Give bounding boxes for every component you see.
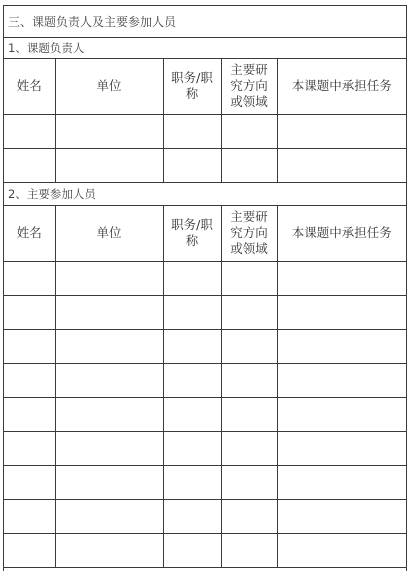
table-row [4,295,406,329]
cell-unit[interactable] [55,499,163,533]
cell-unit[interactable] [55,431,163,465]
cell-position[interactable] [163,114,221,148]
cell-position[interactable] [163,533,221,567]
cell-name[interactable] [4,465,55,499]
header-position: 职务/职 称 [163,59,221,114]
cell-position[interactable] [163,431,221,465]
section-label-participants: 2、主要参加人员 [4,183,406,206]
cell-unit[interactable] [55,397,163,431]
header-research-field: 主要研 究方向 或领域 [221,59,277,114]
cell-position[interactable] [163,397,221,431]
cell-name[interactable] [4,329,55,363]
cell-name[interactable] [4,499,55,533]
cell-research-field[interactable] [221,431,277,465]
header-task: 本课题中承担任务 [277,206,406,261]
cell-task[interactable] [277,397,406,431]
cell-task[interactable] [277,533,406,567]
section-label-leader: 1、课题负责人 [4,38,406,59]
cell-position[interactable] [163,295,221,329]
cell-unit[interactable] [55,114,163,148]
section-title: 三、课题负责人及主要参加人员 [4,6,406,38]
header-name: 姓名 [4,206,55,261]
table-row [4,465,406,499]
cell-task[interactable] [277,499,406,533]
cell-unit[interactable] [55,465,163,499]
table-row [4,397,406,431]
cell-name[interactable] [4,114,55,148]
cell-research-field[interactable] [221,114,277,148]
header-research-field: 主要研 究方向 或领域 [221,206,277,261]
cell-name[interactable] [4,431,55,465]
form-sheet [3,5,407,571]
cell-task[interactable] [277,295,406,329]
cell-task[interactable] [277,329,406,363]
cell-task[interactable] [277,363,406,397]
cell-position[interactable] [163,499,221,533]
cell-task[interactable] [277,114,406,148]
leader-table [4,59,406,183]
header-unit: 单位 [55,59,163,114]
cell-research-field[interactable] [221,363,277,397]
table-row [4,431,406,465]
table-row [4,533,406,567]
table-row [4,114,406,148]
cell-research-field[interactable] [221,397,277,431]
cell-unit[interactable] [55,295,163,329]
cell-unit[interactable] [55,148,163,182]
cell-unit[interactable] [55,329,163,363]
cell-task[interactable] [277,465,406,499]
cell-position[interactable] [163,363,221,397]
cell-position[interactable] [163,261,221,295]
cell-name[interactable] [4,148,55,182]
cell-task[interactable] [277,261,406,295]
table-row [4,261,406,295]
table-row [4,499,406,533]
cell-name[interactable] [4,533,55,567]
cell-name[interactable] [4,363,55,397]
table-row [4,148,406,182]
cell-name[interactable] [4,295,55,329]
cell-research-field[interactable] [221,295,277,329]
cell-research-field[interactable] [221,533,277,567]
cell-task[interactable] [277,148,406,182]
cell-name[interactable] [4,397,55,431]
header-task: 本课题中承担任务 [277,59,406,114]
cell-unit[interactable] [55,261,163,295]
table-header-row [4,206,406,261]
cell-position[interactable] [163,329,221,363]
table-row [4,329,406,363]
cell-position[interactable] [163,465,221,499]
cell-research-field[interactable] [221,499,277,533]
cell-research-field[interactable] [221,465,277,499]
participants-table [4,206,406,568]
cell-task[interactable] [277,431,406,465]
header-name: 姓名 [4,59,55,114]
header-unit: 单位 [55,206,163,261]
header-position: 职务/职 称 [163,206,221,261]
table-header-row [4,59,406,114]
cell-unit[interactable] [55,533,163,567]
cell-research-field[interactable] [221,329,277,363]
cell-research-field[interactable] [221,261,277,295]
cell-unit[interactable] [55,363,163,397]
cell-position[interactable] [163,148,221,182]
cell-research-field[interactable] [221,148,277,182]
table-row [4,363,406,397]
cell-name[interactable] [4,261,55,295]
